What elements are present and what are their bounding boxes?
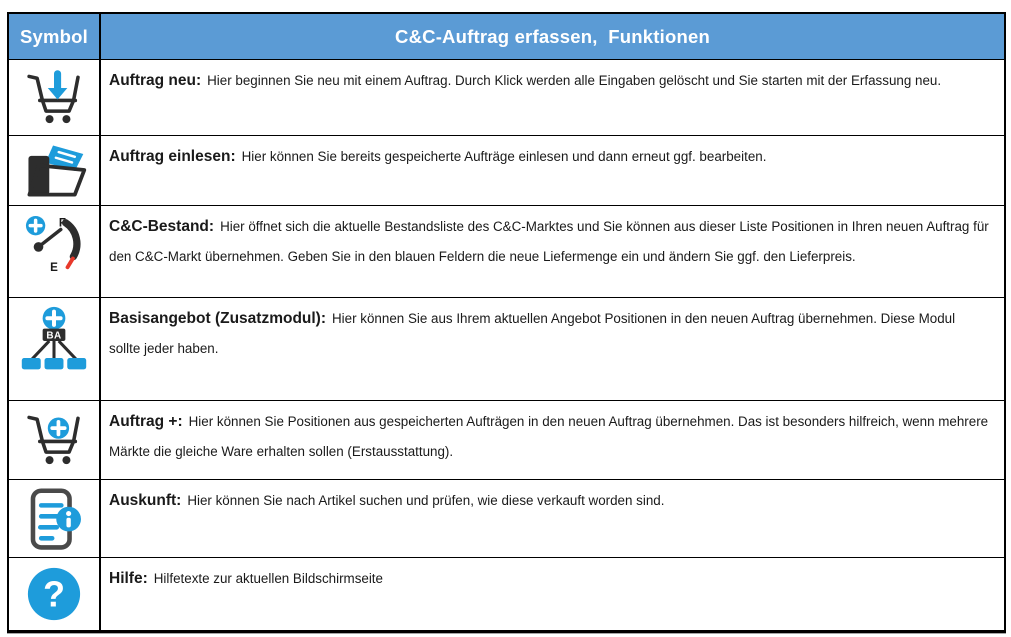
symbol-cell [9, 558, 101, 630]
row-description: Hier können Sie bereits gespeicherte Aufträge einlesen und dann erneut ggf. bearbeiten. [241, 149, 767, 164]
symbol-cell [9, 480, 101, 557]
function-cell [101, 480, 1004, 557]
function-cell [101, 60, 1004, 135]
table-row [9, 297, 1004, 400]
row-title: Auskunft: [109, 492, 182, 509]
help-question-icon [25, 565, 83, 623]
table-row [9, 479, 1004, 557]
symbol-cell [9, 136, 101, 205]
function-cell [101, 298, 1004, 400]
symbol-cell [9, 206, 101, 297]
function-cell [101, 558, 1004, 630]
cart-add-icon [22, 408, 86, 466]
header-symbol-cell [9, 14, 101, 59]
symbol-cell [9, 60, 101, 135]
table-row [9, 557, 1004, 630]
functions-table [7, 12, 1006, 633]
row-title: Hilfe: [109, 570, 148, 587]
table-row [9, 135, 1004, 205]
row-description: Hier öffnet sich die aktuelle Bestandsliste des C&C-Marktes und Sie können aus dieser Liste Positionen in Ihren neuen Auftrag für den C&C-Markt übernehmen. Geben Sie in den blauen Feldern die neue Liefermenge ein und ändern Sie ggf. den Lieferpreis. [109, 219, 989, 264]
row-title: Basisangebot (Zusatzmodul): [109, 310, 327, 327]
header-functions-cell [101, 14, 1004, 59]
fuel-gauge-add-icon [24, 213, 84, 277]
table-row [9, 205, 1004, 297]
row-description: Hier können Sie aus Ihrem aktuellen Angebot Positionen in den neuen Auftrag übernehmen. Diese Modul sollte jeder haben. [109, 311, 956, 356]
folder-read-icon [19, 143, 89, 199]
cart-download-icon [22, 67, 86, 125]
table-row [9, 59, 1004, 135]
row-description: Hier beginnen Sie neu mit einem Auftrag. Durch Klick werden alle Eingaben gelöscht und Sie starten mit der Erfassung neu. [207, 73, 942, 88]
row-title: Auftrag einlesen: [109, 148, 236, 165]
help-mark-label: ? [43, 574, 65, 615]
function-cell [101, 136, 1004, 205]
function-cell [101, 206, 1004, 297]
function-cell [101, 401, 1004, 479]
gauge-full-label: F [58, 216, 66, 230]
gauge-empty-label: E [50, 261, 58, 275]
symbol-cell [9, 401, 101, 479]
table-row [9, 400, 1004, 479]
document-info-icon [22, 487, 86, 553]
row-description: Hilfetexte zur aktuellen Bildschirmseite [153, 571, 383, 586]
symbol-cell [9, 298, 101, 400]
row-title: Auftrag neu: [109, 72, 202, 89]
table-header-row [9, 14, 1004, 59]
row-title: Auftrag +: [109, 413, 183, 430]
row-description: Hier können Sie Positionen aus gespeicherten Aufträgen in den neuen Auftrag übernehmen. Das ist besonders hilfreich, wenn mehrere Märkte die gleiche Ware erhalten sollen (Erstausstattung). [109, 414, 989, 459]
hierarchy-ba-add-icon [18, 305, 90, 375]
row-title: C&C-Bestand: [109, 218, 215, 235]
header-symbol-label: Symbol [19, 25, 89, 47]
ba-box-label: BA [46, 330, 62, 342]
row-description: Hier können Sie nach Artikel suchen und prüfen, wie diese verkauft worden sind. [187, 493, 665, 508]
header-functions-label: C&C-Auftrag erfassen, Funktionen [395, 25, 710, 47]
